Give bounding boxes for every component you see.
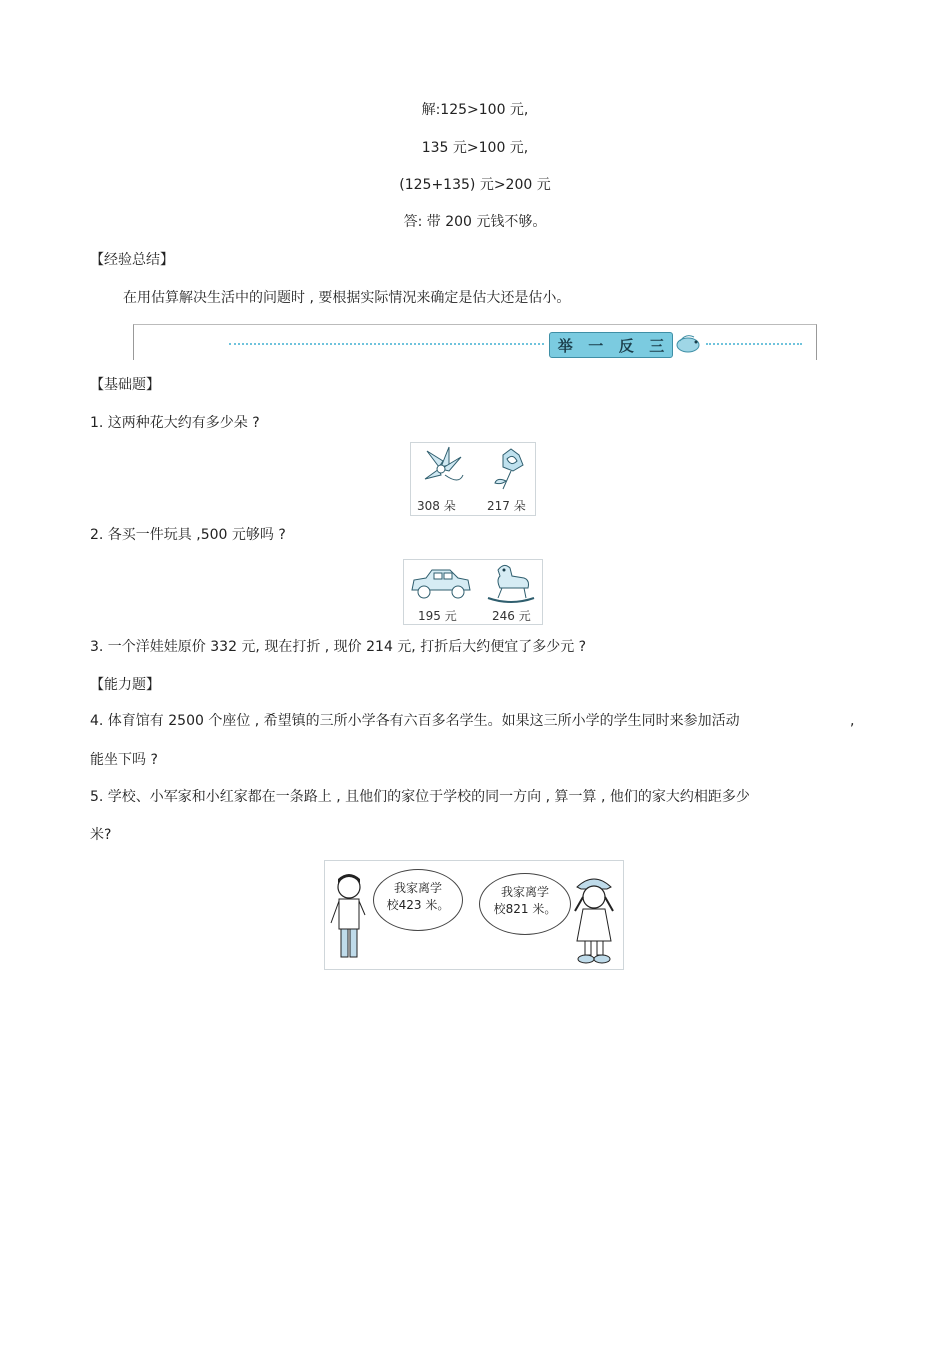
boy-speech-bubble [373, 869, 463, 931]
question-5-line-2: 米? [90, 827, 112, 843]
toy-car-icon [408, 566, 472, 602]
girl-icon [569, 873, 619, 967]
question-4-comma: , [850, 713, 855, 729]
banner-title [549, 332, 673, 358]
banner-char: 举 [557, 336, 573, 355]
banner-line-right [706, 343, 802, 345]
banner-char: 三 [649, 336, 665, 355]
summary-text: 在用估算解决生活中的问题时 , 要根据实际情况来确定是估大还是估小。 [123, 290, 571, 306]
bird-icon [674, 331, 704, 355]
banner-char: 反 [618, 336, 634, 355]
banner-char: 一 [588, 336, 604, 355]
summary-heading: 【经验总结】 [90, 252, 174, 268]
rose-icon [489, 447, 533, 491]
question-5-line-1: 5. 学校、小军家和小红家都在一条路上 , 且他们的家位于学校的同一方向 , 算一算 , 他们的家大约相距多少 [90, 789, 750, 805]
toy-car-price: 195 元 [418, 609, 457, 623]
solution-line-1: 解:125>100 元, [421, 102, 529, 118]
girl-bubble-line-2: 校821 米。 [493, 902, 557, 916]
rocking-horse-icon [484, 562, 538, 604]
question-2: 2. 各买一件玩具 ,500 元够吗 ? [90, 527, 286, 543]
boy-bubble-line-1: 我家离学 [393, 881, 442, 895]
basic-heading: 【基础题】 [90, 377, 160, 393]
girl-bubble-line-1: 我家离学 [500, 885, 549, 899]
ability-heading: 【能力题】 [90, 677, 160, 693]
banner-line-left [229, 343, 544, 345]
question-1: 1. 这两种花大约有多少朵 ? [90, 415, 260, 431]
toy-horse-price: 246 元 [492, 609, 531, 623]
question-4-line-2: 能坐下吗 ? [90, 752, 158, 768]
question-4-line-1: 4. 体育馆有 2500 个座位 , 希望镇的三所小学各有六百多名学生。如果这三所小学的学生同时来参加活动 [90, 713, 740, 729]
solution-line-3: (125+135) 元>200 元 [399, 177, 551, 193]
flowers-figure [410, 442, 536, 516]
children-figure [324, 860, 624, 970]
boy-icon [329, 871, 369, 967]
toys-figure [403, 559, 543, 625]
answer-line: 答: 带 200 元钱不够。 [403, 214, 547, 230]
flower-b-count: 217 朵 [487, 499, 526, 513]
girl-speech-bubble [479, 873, 571, 935]
boy-bubble-line-2: 校423 米。 [386, 898, 450, 912]
lily-icon [419, 445, 469, 491]
solution-line-2: 135 元>100 元, [421, 140, 529, 156]
section-banner [133, 324, 817, 360]
question-3: 3. 一个洋娃娃原价 332 元, 现在打折 , 现价 214 元, 打折后大约便宜了多少元 ? [90, 639, 587, 655]
flower-a-count: 308 朵 [417, 499, 456, 513]
